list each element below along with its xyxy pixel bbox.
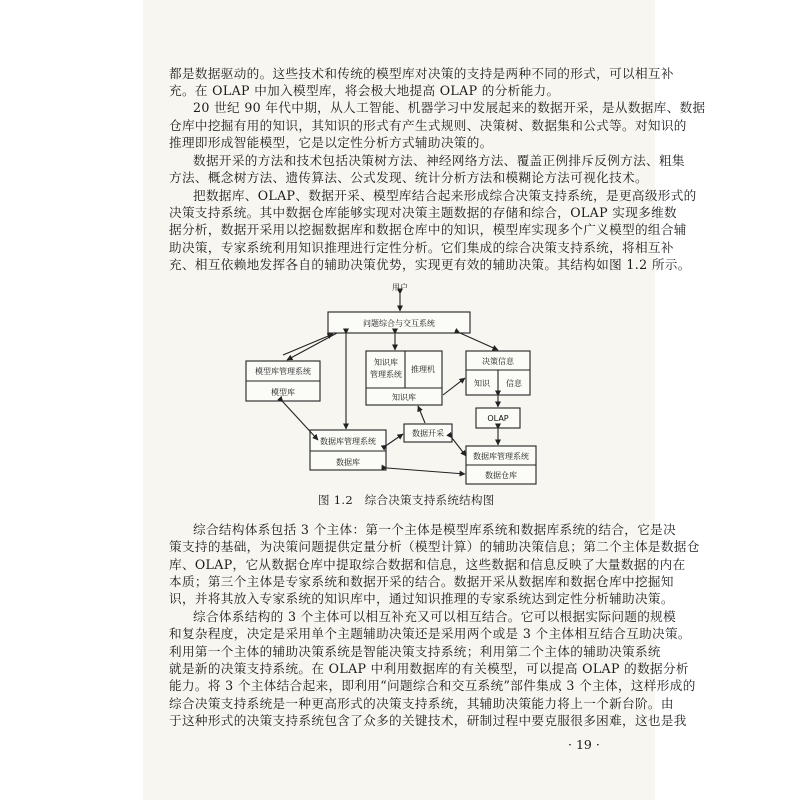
dw-mgmt-label: 数据库管理系统 (473, 452, 529, 461)
page-number: · 19 · (568, 737, 600, 752)
text-line: 库、OLAP，它从数据仓库中提取综合数据和信息，这些数据和信息反映了大量数据的内在 (169, 557, 686, 572)
text-line: 策支持的基础，为决策问题提供定量分析（模型计算）的辅助决策信息；第二个主体是数据仓 (169, 539, 700, 554)
kb-mgmt-label-2: 管理系统 (370, 370, 402, 379)
text-line: 充。在 OLAP 中加入模型库，将会极大地提高 OLAP 的分析能力。 (169, 83, 560, 98)
text-line: 于这种形式的决策支持系统包含了众多的关键技术，研制过程中要克服很多困难，这也是我 (169, 713, 687, 728)
text-line: 仓库中挖掘有用的知识，其知识的形式有产生式规则、决策树、数据集和公式等。对知识的 (169, 118, 687, 133)
information-label: 信息 (506, 379, 522, 388)
olap-label: OLAP (487, 414, 509, 423)
text-line: 就是新的决策支持系统。在 OLAP 中利用数据库的有关模型，可以提高 OLAP 的数据分析 (169, 661, 689, 676)
model-mgmt-label: 模型库管理系统 (255, 367, 311, 376)
text-line: 综合决策支持系统是一种更高形式的决策支持系统，其辅助决策能力将上一个新台阶。由 (169, 696, 674, 711)
decision-info-label: 决策信息 (482, 357, 514, 366)
text-line: 能力。将 3 个主体结合起来，即利用“问题综合和交互系统”部件集成 3 个主体，这样形成的 (169, 678, 696, 693)
user-label: 用户 (392, 283, 408, 292)
text-line: 综合结构体系包括 3 个主体：第一个主体是模型库系统和数据库系统的结合，它是决 (193, 522, 677, 537)
text-line: 识，并将其放入专家系统的知识库中，通过知识推理的专家系统达到定性分析辅助决策。 (169, 591, 674, 606)
text-line: 数据开采的方法和技术包括决策树方法、神经网络方法、覆盖正例排斥反例方法、粗集 (193, 153, 685, 168)
inference-engine-label: 推理机 (411, 365, 435, 374)
text-line: 充、相互依赖地发挥各自的辅助决策优势，实现更有效的辅助决策。其结构如图 1.2 所示。 (169, 257, 691, 272)
text-line: 推理即形成智能模型，它是以定性分析方式辅助决策的。 (169, 135, 493, 150)
text-line: 据分析，数据开采用以挖掘数据库和数据仓库中的知识，模型库实现多个广义模型的组合辅 (169, 222, 687, 237)
text-line: 利用第一个主体的辅助决策系统是智能决策支持系统；利用第二个主体的辅助决策系统 (169, 644, 661, 659)
interaction-system-label: 问题综合与交互系统 (363, 319, 435, 328)
dw-label: 数据仓库 (485, 471, 517, 480)
text-line: 和复杂程度，决定是采用单个主题辅助决策还是采用两个或是 3 个主体相互结合互助决策。 (169, 626, 691, 641)
text-line: 决策支持系统。其中数据仓库能够实现对决策主题数据的存储和综合，OLAP 实现多维数 (169, 205, 677, 220)
kb-label: 知识库 (392, 393, 416, 402)
text-line: 都是数据驱动的。这些技术和传统的模型库对决策的支持是两种不同的形式，可以相互补 (169, 66, 674, 81)
knowledge-label: 知识 (474, 379, 490, 388)
model-base-label: 模型库 (271, 388, 295, 397)
text-line: 本质；第三个主体是专家系统和数据开采的结合。数据开采从数据库和数据仓库中挖掘知 (169, 574, 674, 589)
text-line: 方法、概念树方法、遗传算法、公式发现、统计分析方法和模糊论方法可视化技术。 (169, 170, 648, 185)
text-line: 把数据库、OLAP、数据开采、模型库结合起来形成综合决策支持系统，是更高级形式的 (193, 188, 697, 203)
data-mining-label: 数据开采 (412, 429, 444, 438)
db-mgmt-label: 数据库管理系统 (320, 437, 376, 446)
figure-caption: 图 1.2 综合决策支持系统结构图 (318, 493, 495, 507)
text-line: 综合体系结构的 3 个主体可以相互补充又可以相互结合。它可以根据实际问题的规模 (193, 609, 677, 624)
text-line: 20 世纪 90 年代中期，从人工智能、机器学习中发展起来的数据开采，是从数据库、数据 (193, 100, 706, 115)
kb-mgmt-label-1: 知识库 (374, 358, 398, 367)
text-line: 助决策，专家系统利用知识推理进行定性分析。它们集成的综合决策支持系统，将相互补 (169, 240, 674, 255)
db-label: 数据库 (336, 458, 360, 467)
